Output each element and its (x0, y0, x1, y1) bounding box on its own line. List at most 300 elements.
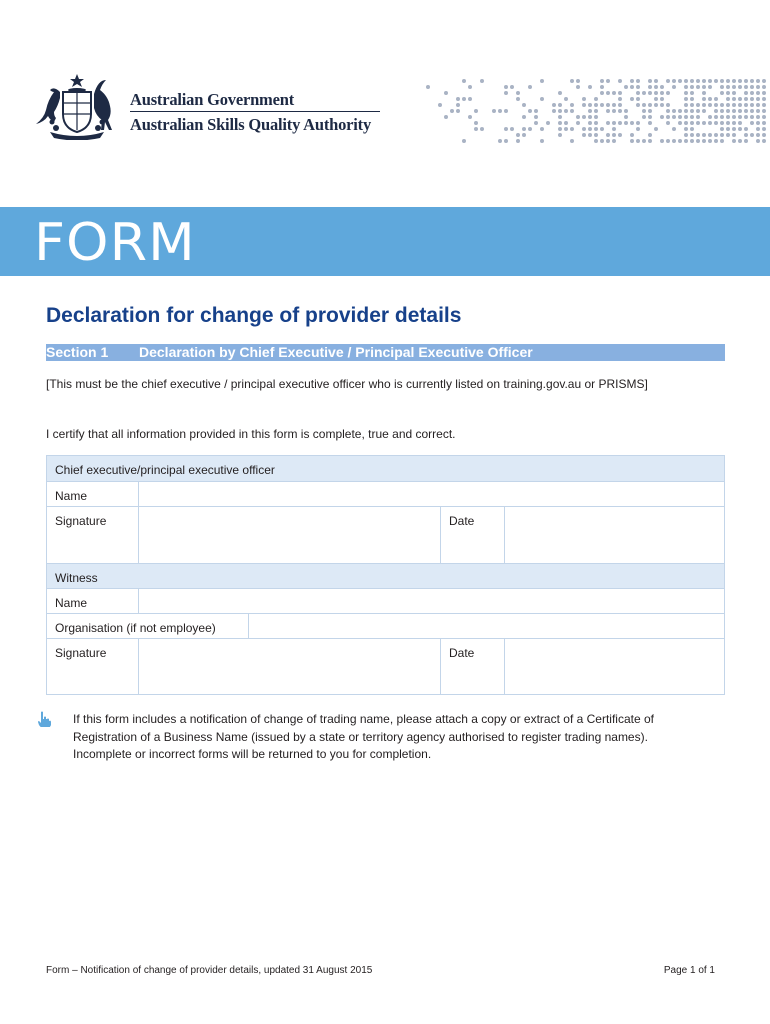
decorative-dot (702, 121, 706, 125)
decorative-dot (594, 97, 598, 101)
decorative-dot (642, 103, 646, 107)
decorative-dot (720, 85, 724, 89)
witness-signature-label: Signature (47, 639, 139, 694)
decorative-dot (576, 121, 580, 125)
decorative-dot (648, 91, 652, 95)
decorative-dot (678, 139, 682, 143)
decorative-dot (732, 79, 736, 83)
decorative-dot (588, 115, 592, 119)
decorative-dot (582, 97, 586, 101)
decorative-dot (642, 91, 646, 95)
decorative-dot (612, 139, 616, 143)
decorative-dot (600, 91, 604, 95)
decorative-dot (756, 97, 760, 101)
decorative-dot (444, 115, 448, 119)
decorative-dot (654, 79, 658, 83)
decorative-dot (726, 115, 730, 119)
decorative-dot (630, 97, 634, 101)
witness-date-label: Date (441, 639, 505, 694)
decorative-dot (690, 79, 694, 83)
decorative-dot (732, 109, 736, 113)
decorative-dot (570, 109, 574, 113)
decorative-dot (522, 133, 526, 137)
decorative-dot (660, 103, 664, 107)
decorative-dot (552, 109, 556, 113)
ceo-group-heading: Chief executive/principal executive officer (47, 456, 724, 482)
decorative-dot (762, 133, 766, 137)
ceo-signature-label: Signature (47, 507, 139, 563)
decorative-dot (504, 109, 508, 113)
decorative-dot (708, 103, 712, 107)
decorative-dot (654, 127, 658, 131)
decorative-dot (756, 115, 760, 119)
decorative-dot (750, 91, 754, 95)
decorative-dot (630, 121, 634, 125)
decorative-dot (678, 121, 682, 125)
decorative-dot (492, 109, 496, 113)
decorative-dot (726, 103, 730, 107)
decorative-dot (552, 103, 556, 107)
decorative-dot (612, 127, 616, 131)
decorative-dot (426, 85, 430, 89)
decorative-dot (738, 139, 742, 143)
decorative-dot (606, 133, 610, 137)
decorative-dot (606, 91, 610, 95)
decorative-dot (672, 139, 676, 143)
decorative-dot (726, 85, 730, 89)
decorative-dot (684, 79, 688, 83)
decorative-dot (738, 79, 742, 83)
decorative-dot (558, 91, 562, 95)
decorative-dot (516, 139, 520, 143)
decorative-dot (720, 133, 724, 137)
decorative-dot (660, 85, 664, 89)
footer-page-number: Page 1 of 1 (663, 965, 715, 976)
decorative-dot (732, 97, 736, 101)
declaration-form-table (46, 455, 725, 695)
decorative-dot (672, 115, 676, 119)
witness-signature-field[interactable] (139, 639, 441, 694)
agency-name: Australian Skills Quality Authority (130, 115, 372, 134)
decorative-dot (642, 115, 646, 119)
decorative-dot (618, 91, 622, 95)
ceo-name-field[interactable] (139, 482, 724, 507)
decorative-dot (570, 103, 574, 107)
decorative-dot (756, 121, 760, 125)
decorative-dot (534, 121, 538, 125)
page-title: Declaration for change of provider details (46, 304, 462, 327)
decorative-dot (666, 109, 670, 113)
decorative-dot (600, 127, 604, 131)
decorative-dot (456, 109, 460, 113)
decorative-dot (660, 97, 664, 101)
decorative-dot (702, 109, 706, 113)
decorative-dot (744, 127, 748, 131)
decorative-dot (732, 85, 736, 89)
decorative-dot (456, 103, 460, 107)
decorative-dot (720, 109, 724, 113)
decorative-dot (666, 91, 670, 95)
decorative-dot (762, 97, 766, 101)
decorative-dot (744, 85, 748, 89)
decorative-dot (702, 97, 706, 101)
decorative-dot (528, 85, 532, 89)
decorative-dot (504, 139, 508, 143)
decorative-dot (666, 139, 670, 143)
decorative-dot (540, 97, 544, 101)
decorative-dot (750, 97, 754, 101)
decorative-dot (564, 127, 568, 131)
decorative-dot (588, 85, 592, 89)
decorative-dot (606, 121, 610, 125)
decorative-dot (726, 91, 730, 95)
section-title: Declaration by Chief Executive / Principal Executive Officer (139, 344, 533, 360)
decorative-dot (624, 121, 628, 125)
decorative-dot (648, 79, 652, 83)
decorative-dot (600, 103, 604, 107)
decorative-dot (708, 121, 712, 125)
decorative-dot (696, 115, 700, 119)
decorative-dot (744, 115, 748, 119)
decorative-dot (540, 127, 544, 131)
form-banner (0, 207, 770, 276)
decorative-dot (618, 79, 622, 83)
decorative-dot (684, 85, 688, 89)
decorative-dot (630, 85, 634, 89)
decorative-dot (762, 127, 766, 131)
decorative-dot (498, 109, 502, 113)
decorative-dot (528, 109, 532, 113)
decorative-dot (726, 127, 730, 131)
decorative-dot (594, 115, 598, 119)
decorative-dot (570, 139, 574, 143)
witness-name-field[interactable] (139, 589, 724, 614)
decorative-dot (696, 139, 700, 143)
decorative-dot (648, 109, 652, 113)
decorative-dot (684, 133, 688, 137)
decorative-dot (732, 115, 736, 119)
decorative-dot (750, 115, 754, 119)
decorative-dot (534, 109, 538, 113)
decorative-dot (588, 103, 592, 107)
decorative-dot (636, 85, 640, 89)
decorative-dot (504, 127, 508, 131)
decorative-dot (738, 121, 742, 125)
decorative-dot (690, 103, 694, 107)
decorative-dot (546, 121, 550, 125)
decorative-dot (582, 103, 586, 107)
witness-group-heading: Witness (47, 563, 724, 589)
decorative-dot (684, 103, 688, 107)
decorative-dot (606, 79, 610, 83)
decorative-dot (516, 91, 520, 95)
decorative-dot (438, 103, 442, 107)
decorative-dot (474, 109, 478, 113)
decorative-dot (690, 139, 694, 143)
decorative-dot (744, 139, 748, 143)
decorative-dot (696, 109, 700, 113)
decorative-dot (708, 115, 712, 119)
decorative-dot (744, 79, 748, 83)
decorative-dot (594, 121, 598, 125)
decorative-dot (594, 139, 598, 143)
decorative-dot (666, 79, 670, 83)
decorative-dot (738, 103, 742, 107)
decorative-dot (522, 127, 526, 131)
decorative-dot (762, 115, 766, 119)
decorative-dot (654, 97, 658, 101)
decorative-dot (714, 109, 718, 113)
decorative-dot (750, 121, 754, 125)
decorative-dot (702, 133, 706, 137)
decorative-dot (558, 127, 562, 131)
decorative-dot (618, 133, 622, 137)
decorative-dot (744, 103, 748, 107)
decorative-dot (630, 139, 634, 143)
decorative-dot (522, 115, 526, 119)
decorative-dot (690, 91, 694, 95)
decorative-dot (516, 97, 520, 101)
ceo-date-field[interactable] (505, 507, 724, 563)
decorative-dot (744, 91, 748, 95)
decorative-dot (654, 91, 658, 95)
decorative-dot (594, 109, 598, 113)
decorative-dot (678, 115, 682, 119)
decorative-dot (510, 85, 514, 89)
notice-line: Incomplete or incorrect forms will be returned to you for completion. (73, 747, 432, 761)
decorative-dot (684, 127, 688, 131)
decorative-dot (648, 133, 652, 137)
decorative-dot (732, 103, 736, 107)
decorative-dot (720, 127, 724, 131)
decorative-dot (714, 115, 718, 119)
decorative-dot (714, 139, 718, 143)
decorative-dot (594, 127, 598, 131)
decorative-dot (636, 103, 640, 107)
decorative-dot (756, 133, 760, 137)
decorative-dot (702, 91, 706, 95)
decorative-dot (738, 127, 742, 131)
decorative-dot (702, 103, 706, 107)
decorative-dot (672, 85, 676, 89)
decorative-dot (756, 91, 760, 95)
decorative-dot (702, 139, 706, 143)
decorative-dot (762, 109, 766, 113)
government-name: Australian Government (130, 90, 294, 109)
decorative-dot (690, 85, 694, 89)
decorative-dot (648, 103, 652, 107)
info-hand-icon (38, 711, 52, 727)
decorative-dot (594, 133, 598, 137)
decorative-dot (504, 91, 508, 95)
decorative-dot-pattern (395, 78, 770, 144)
decorative-dot (684, 121, 688, 125)
decorative-dot (648, 121, 652, 125)
decorative-dot (606, 103, 610, 107)
decorative-dot (756, 85, 760, 89)
decorative-dot (690, 115, 694, 119)
decorative-dot (594, 103, 598, 107)
decorative-dot (726, 109, 730, 113)
decorative-dot (726, 121, 730, 125)
decorative-dot (714, 79, 718, 83)
decorative-dot (750, 85, 754, 89)
decorative-dot (756, 139, 760, 143)
decorative-dot (684, 115, 688, 119)
decorative-dot (690, 109, 694, 113)
decorative-dot (672, 109, 676, 113)
decorative-dot (660, 139, 664, 143)
decorative-dot (678, 109, 682, 113)
decorative-dot (618, 121, 622, 125)
decorative-dot (498, 139, 502, 143)
decorative-dot (762, 139, 766, 143)
decorative-dot (756, 79, 760, 83)
witness-date-field[interactable] (505, 639, 724, 694)
decorative-dot (708, 85, 712, 89)
decorative-dot (666, 103, 670, 107)
decorative-dot (462, 97, 466, 101)
decorative-dot (612, 109, 616, 113)
decorative-dot (540, 139, 544, 143)
decorative-dot (738, 109, 742, 113)
witness-name-label: Name (47, 589, 139, 614)
decorative-dot (756, 127, 760, 131)
decorative-dot (666, 115, 670, 119)
decorative-dot (648, 139, 652, 143)
decorative-dot (726, 133, 730, 137)
decorative-dot (588, 133, 592, 137)
section-number: Section 1 (46, 344, 109, 360)
decorative-dot (582, 115, 586, 119)
decorative-dot (732, 91, 736, 95)
decorative-dot (690, 133, 694, 137)
certification-statement: I certify that all information provided in this form is complete, true and correct. (46, 427, 456, 441)
decorative-dot (684, 97, 688, 101)
decorative-dot (654, 103, 658, 107)
decorative-dot (462, 139, 466, 143)
decorative-dot (474, 121, 478, 125)
decorative-dot (726, 79, 730, 83)
decorative-dot (576, 85, 580, 89)
decorative-dot (696, 133, 700, 137)
witness-organisation-field[interactable] (249, 614, 724, 639)
decorative-dot (762, 103, 766, 107)
decorative-dot (630, 133, 634, 137)
decorative-dot (690, 127, 694, 131)
decorative-dot (750, 79, 754, 83)
decorative-dot (582, 133, 586, 137)
decorative-dot (570, 79, 574, 83)
decorative-dot (534, 115, 538, 119)
decorative-dot (690, 121, 694, 125)
decorative-dot (630, 79, 634, 83)
decorative-dot (660, 115, 664, 119)
decorative-dot (468, 85, 472, 89)
decorative-dot (672, 127, 676, 131)
decorative-dot (576, 79, 580, 83)
decorative-dot (564, 109, 568, 113)
decorative-dot (714, 97, 718, 101)
decorative-dot (636, 121, 640, 125)
decorative-dot (636, 91, 640, 95)
decorative-dot (558, 109, 562, 113)
decorative-dot (642, 109, 646, 113)
decorative-dot (720, 115, 724, 119)
decorative-dot (624, 115, 628, 119)
decorative-dot (510, 127, 514, 131)
decorative-dot (726, 97, 730, 101)
decorative-dot (558, 103, 562, 107)
decorative-dot (696, 79, 700, 83)
decorative-dot (642, 139, 646, 143)
decorative-dot (696, 121, 700, 125)
decorative-dot (588, 109, 592, 113)
decorative-dot (750, 103, 754, 107)
decorative-dot (504, 85, 508, 89)
decorative-dot (612, 91, 616, 95)
decorative-dot (624, 85, 628, 89)
decorative-dot (714, 133, 718, 137)
decorative-dot (738, 115, 742, 119)
decorative-dot (732, 133, 736, 137)
decorative-dot (672, 79, 676, 83)
decorative-dot (762, 79, 766, 83)
decorative-dot (588, 121, 592, 125)
decorative-dot (720, 121, 724, 125)
decorative-dot (636, 127, 640, 131)
decorative-dot (600, 139, 604, 143)
decorative-dot (582, 127, 586, 131)
decorative-dot (720, 103, 724, 107)
decorative-dot (714, 121, 718, 125)
decorative-dot (606, 109, 610, 113)
decorative-dot (600, 85, 604, 89)
decorative-dot (654, 85, 658, 89)
decorative-dot (762, 121, 766, 125)
decorative-dot (528, 127, 532, 131)
decorative-dot (540, 79, 544, 83)
ceo-signature-field[interactable] (139, 507, 441, 563)
decorative-dot (516, 133, 520, 137)
decorative-dot (690, 97, 694, 101)
decorative-dot (720, 91, 724, 95)
decorative-dot (720, 79, 724, 83)
trading-name-notice (73, 711, 733, 764)
decorative-dot (684, 109, 688, 113)
decorative-dot (648, 115, 652, 119)
decorative-dot (456, 97, 460, 101)
decorative-dot (696, 85, 700, 89)
notice-line: If this form includes a notification of change of trading name, please attach a copy or extract of a Certificate of (73, 712, 654, 726)
decorative-dot (576, 115, 580, 119)
decorative-dot (618, 97, 622, 101)
decorative-dot (558, 133, 562, 137)
decorative-dot (702, 85, 706, 89)
decorative-dot (618, 109, 622, 113)
decorative-dot (756, 103, 760, 107)
decorative-dot (564, 121, 568, 125)
eligibility-note: [This must be the chief executive / principal executive officer who is currently listed on training.gov.au or PRISMS] (46, 377, 648, 391)
decorative-dot (564, 97, 568, 101)
decorative-dot (480, 127, 484, 131)
decorative-dot (648, 85, 652, 89)
decorative-dot (744, 133, 748, 137)
decorative-dot (708, 97, 712, 101)
decorative-dot (612, 133, 616, 137)
decorative-dot (624, 109, 628, 113)
decorative-dot (666, 121, 670, 125)
